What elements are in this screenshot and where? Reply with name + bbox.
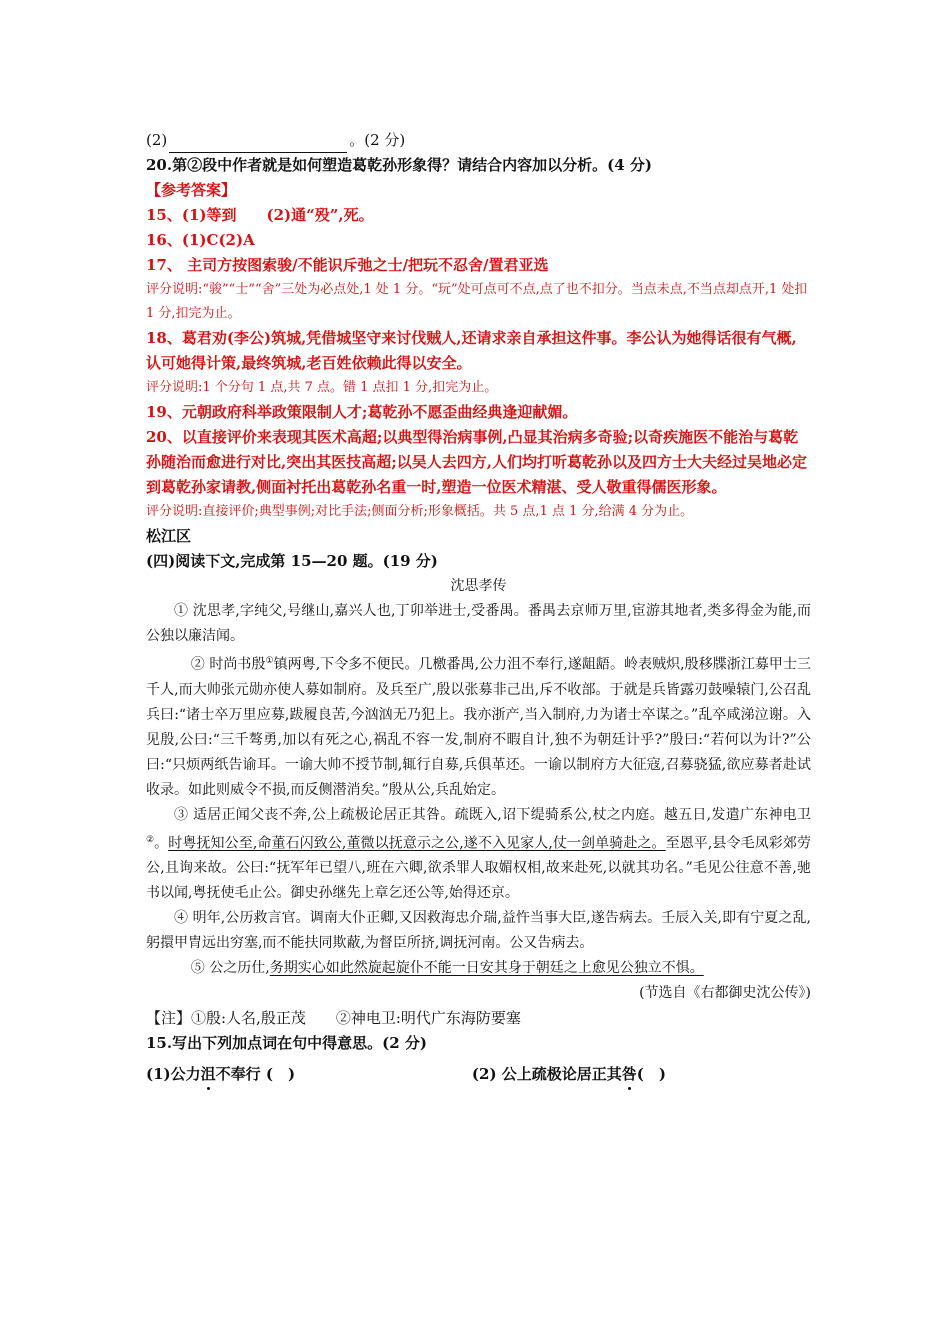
q15-item-1-post[interactable]: 不奉行 ( ) [215,1065,296,1084]
question-15-items [146,1062,666,1087]
underlined-sentence-2: 务期实心如此然旋起旋仆不能一日安其身于朝廷之上愈见公独立不惧。 [269,960,704,977]
answer-20-note: 评分说明:直接评价;典型事例;对比手法;侧面分析;形象概括。共 5 点,1 点 1 分,给满 4 分为止。 [146,504,694,519]
passage-source: (节选自《右都御史沈公传》) [639,985,811,1002]
answer-15: 15、(1)等到 (2)通“殁”,死。 [146,206,374,224]
paragraph-3-punct: 。 [154,835,169,852]
q19-score: 。(2 分) [349,131,406,149]
passage-title: 沈思孝传 [450,578,507,594]
answer-19: 19、元朝政府科举政策限制人才;葛乾孙不愿歪曲经典逢迎献媚。 [146,403,578,421]
question-20: 20.第②段中作者就是如何塑造葛乾孙形象得？请结合内容加以分析。(4 分) [146,156,652,174]
footnote-ref-1: ① [265,656,274,666]
district-heading: 松江区 [146,527,192,545]
footnote-ref-2: ② [146,834,155,845]
paragraph-3-rest: 至恩平,县令毛凤彩郊劳公,且询来故。公曰:“抚军年已望八,班在六卿,欲杀罪人取媚权相,故来赴死,以就其功名。”毛见公往意不善,驰书以闻,粤抚使毛止公。御史孙继先上章乞还公等,始得还京。 [146,835,811,902]
q19-blank-line [146,128,811,153]
q19-number: (2) [146,131,168,149]
answer-18: 18、葛君劝(李公)筑城,凭借城坚守来讨伐贼人,还请求亲自承担这件事。李公认为她得话很有气概,认可她得计策,最终筑城,老百姓依赖此得以安全。 [146,329,797,372]
paragraph-5-start: ⑤ 公之历仕, [190,960,270,977]
answer-20: 20、以直接评价来表现其医术高超;以典型得治病事例,凸显其治病多奇验;以奇疾施医不能治与葛乾孙随治而愈进行对比,突出其医技高超;以吴人去四方,人们均打听葛乾孙以及四方士大夫经过吴地必定到葛乾孙家请教,侧面衬托出葛乾孙名重一时,塑造一位医术精湛、受人敬重得儒医形象。 [146,428,807,496]
q15-item-2-dotted-word: 咎 [621,1065,637,1084]
section-heading: (四)阅读下文,完成第 15—20 题。(19 分) [146,552,438,570]
paragraph-2-rest: 镇两粤,下令多不便民。几檄番禺,公力沮不奉行,遂龃龉。岭表贼炽,殷移牒浙江募甲士三千人,而大帅张元勋亦使人募如制府。及兵至广,殷以张募非己出,斥不收部。于就是兵皆露刃鼓噪辕门,公召乱兵曰:“诸士卒万里应募,跋履良苦,今汹汹无乃犯上。我亦浙产,当入制府,力为诸士卒谋之。”乱卒咸涕泣谢。入见殷,公曰:“三千骜勇,加以有死之心,祸乱不容一发,制府不暇自计,独不为朝廷计乎?”殷曰:“若何以为计?”公曰:“只烦两纸告谕耳。一谕大帅不授节制,辄行自募,兵俱革还。一谕以制府方大征寇,召募骁猛,欲应募者赴试收录。如此则威令不损,而反侧潜消矣。”殷从公,兵乱始定。 [146,656,811,798]
q15-item-2-post[interactable]: ( ) [636,1065,666,1084]
answer-header: 【参考答案】 [146,181,237,199]
answer-18-note: 评分说明:1 个分句 1 点,共 7 点。错 1 点扣 1 分,扣完为止。 [146,380,498,395]
paragraph-3 [146,803,811,907]
answer-blank[interactable] [169,137,347,153]
q15-item-1 [146,1062,295,1087]
paragraph-2 [146,649,811,803]
footnotes: 【注】①殷:人名,殷正茂 ②神电卫:明代广东海防要塞 [146,1009,521,1028]
q15-item-1-dotted-word: 沮 [200,1065,216,1084]
answer-16: 16、(1)C(2)A [146,231,255,249]
document-page [146,128,811,1087]
answer-17: 17、 主司方按图索骏/不能识斥弛之士/把玩不忍舍/置君亚选 [146,256,549,274]
q15-item-2-pre: (2) 公上疏极论居正其 [471,1065,622,1084]
paragraph-2-start: ② 时尚书殷 [190,656,266,673]
answer-17-note: 评分说明:“骏”“士”“舍”三处为必点处,1 处 1 分。“玩”处可点可不点,点了也不扣分。当点未点,不当点却点开,1 处扣 1 分,扣完为止。 [146,282,808,321]
q15-item-2 [472,1062,666,1087]
question-15: 15.写出下列加点词在句中得意思。(2 分) [146,1034,427,1053]
paragraph-5 [146,956,811,981]
q15-item-1-pre: (1)公力 [146,1065,201,1084]
paragraph-1: ① 沈思孝,字纯父,号继山,嘉兴人也,丁卯举进士,受番禺。番禺去京师万里,宦游其地者,类多得金为能,而公独以廉洁闻。 [146,603,811,644]
paragraph-3-start: ③ 适居正闻父丧不奔,公上疏极论居正其咎。疏既入,诏下缇骑系公,杖之内庭。越五日,发遣广东神电卫 [174,806,811,823]
underlined-sentence-1: 时粤抚知公至,命董石闪致公,董微以抚意示之公,遂不入见家人,仗一剑单骑赴之。 [168,835,666,852]
paragraph-4: ④ 明年,公历救言官。调南大仆正卿,又因救海忠介瑞,益忤当事大臣,遂告病去。壬辰入关,即有宁夏之乱,躬擐甲胄远出穷塞,而不能扶同欺蔽,为督臣所挤,调抚河南。公又告病去。 [146,910,811,952]
